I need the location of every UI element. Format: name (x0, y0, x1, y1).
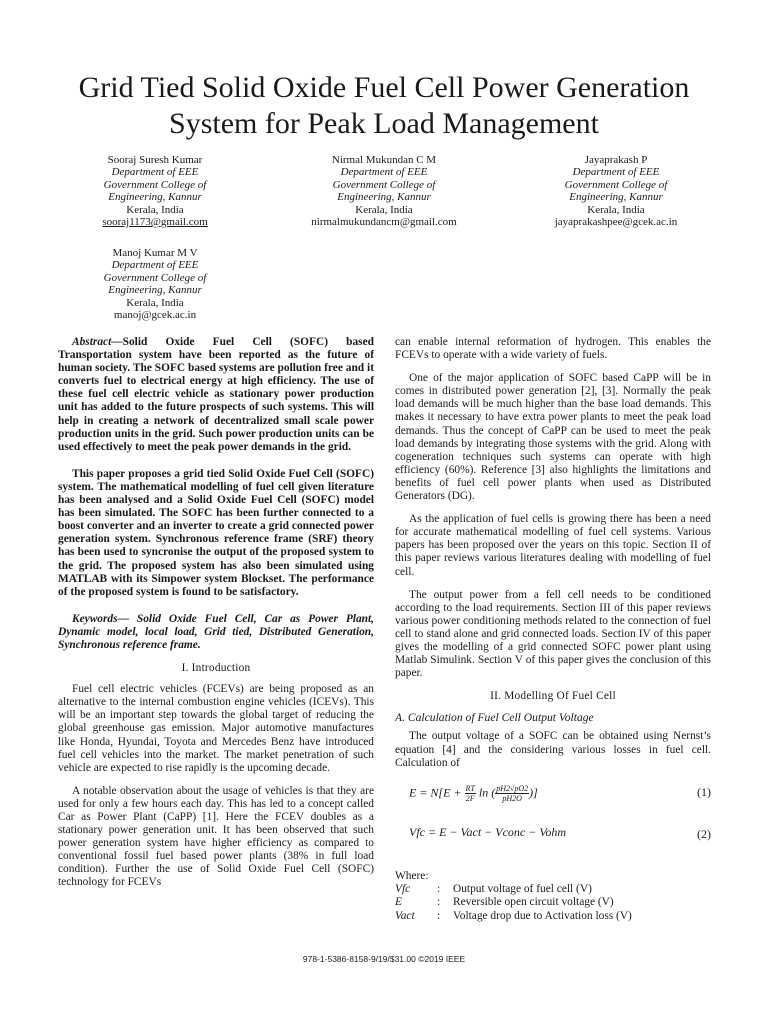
author-inst: Engineering, Kannur (569, 191, 663, 204)
intro-paragraph-2-continued: can enable internal reformation of hydrogen. This enables the FCEVs to operate with a wide variety of fuels. (395, 336, 711, 362)
footer-copyright: 978-1-5386-8158-9/19/$31.00 ©2019 IEEE (302, 954, 466, 964)
author-inst: Engineering, Kannur (337, 191, 431, 204)
equation-2-number: (2) (697, 826, 711, 841)
author-email[interactable]: nirmalmukundancm@gmail.com (311, 216, 457, 229)
eq1-2f: 2F (465, 793, 475, 803)
intro-paragraph-3: One of the major application of SOFC based CaPP will be in comes in distributed power generation [2], [3]. Normally the peak load demands will be much higher than the base load demands. This makes it necessary to have extra power plants to meet the peak load demands. Thus the concept of CaPP can be used to meet the peak load demands by integrating those systems with the grid. Along with cogeneration techniques such systems can operate with high efficiency (60%). Reference [3] also highlights the limitations and benefits of fuel cell power plants when used as Distributed Generators (DG). (395, 372, 711, 503)
equation-2 (395, 822, 711, 850)
eq1-lhs: E = N[E + (409, 784, 462, 799)
section-heading-introduction: I. Introduction (181, 662, 251, 675)
modelling-paragraph-1: The output voltage of a SOFC can be obtained using Nernst’s equation [4] and the considering various losses in fuel cell. Calculation of (395, 730, 711, 769)
definition-row (395, 896, 711, 910)
title-line-2: System for Peak Load Management (169, 107, 599, 140)
left-column (58, 336, 374, 900)
definition-colon: : (437, 909, 441, 922)
author-inst: Government College of (564, 178, 668, 191)
author-dept: Department of EEE (572, 166, 660, 179)
author-email[interactable]: jayaprakashpee@gcek.ac.in (554, 216, 678, 229)
intro-paragraph-1: Fuel cell electric vehicles (FCEVs) are being proposed as an alternative to the internal combustion engine vehicles (ICEVs). This will be an important step towards the global target of reducing the global greenhouse gas emission. Major automotive manufactures like Honda, Hyundai, Toyota and Mercedes Benz have introduced fuel cell vehicles into the market. The market penetration of such vehicle are expected to rise rapidly is the upcoming decade. (58, 683, 374, 774)
paper-title (40, 70, 728, 142)
author-location: Kerala, India (126, 296, 184, 309)
keywords (58, 613, 374, 652)
author-inst: Government College of (103, 271, 207, 284)
equation-1-number: (1) (697, 784, 711, 799)
author-name: Jayaprakash P (584, 154, 648, 166)
definition-text: Reversible open circuit voltage (V) (453, 896, 614, 909)
eq1-end: )] (529, 784, 538, 799)
author-email[interactable]: sooraj1173@gmail.com (102, 216, 208, 229)
author-block-4 (60, 247, 250, 321)
author-inst: Government College of (332, 178, 436, 191)
intro-paragraph-5: The output power from a fell cell needs to be conditioned according to the load requirements. Section III of this paper reviews various power conditioning methods related to the connection of fuel cell to stand alone and grid connected loads. Section IV of this paper gives the modelling of a grid connected SOFC power plant using Matlab Simulink. Section V of this paper gives the conclusion of this paper. (395, 588, 711, 680)
abstract-paragraph-2: This paper proposes a grid tied Solid Oxide Fuel Cell (SOFC) system. The mathematical modelling of fuel cell given literature has been analysed and a Solid Oxide Fuel Cell (SOFC) model has been simulated. The SOFC has been further connected to a boost converter and an inverter to create a grid connected power generation system. Synchronous reference frame (SRF) theory has been used to syncronise the output of the proposed system to the grid. The proposed system has also been simulated using MATLAB with its Simpower system Blockset. The performance of the proposed system is found to be satisfactory. (58, 467, 374, 598)
author-email[interactable]: manoj@gcek.ac.in (113, 309, 197, 322)
section-heading-modelling: II. Modelling Of Fuel Cell (490, 690, 616, 703)
abstract (58, 336, 374, 454)
author-location: Kerala, India (587, 203, 645, 216)
definition-colon: : (437, 896, 441, 909)
subsection-heading: A. Calculation of Fuel Cell Output Voltage (395, 711, 594, 725)
eq1-fraction-rt2f (465, 784, 476, 803)
definition-row (395, 910, 711, 924)
eq1-numerator: pH2√pO2 (496, 783, 529, 793)
where-label: Where: (395, 869, 429, 882)
author-inst: Engineering, Kannur (108, 284, 202, 297)
author-dept: Department of EEE (340, 166, 428, 179)
author-dept: Department of EEE (111, 166, 199, 179)
author-block-3 (521, 154, 711, 228)
author-block-2 (289, 154, 479, 228)
keywords-label: Keywords— (72, 612, 129, 625)
definition-colon: : (437, 882, 441, 895)
definition-symbol: E (395, 896, 402, 909)
eq1-rt: RT (465, 783, 475, 793)
eq1-fraction-pressure (495, 784, 529, 803)
author-location: Kerala, India (355, 203, 413, 216)
author-dept: Department of EEE (111, 259, 199, 272)
abstract-text: Solid Oxide Fuel Cell (SOFC) based Transportation system have been reported as the future of human society. The SOFC based systems are pollution free and it converts fuel to electrical energy at high efficiency. The use of these fuel cell electric vehicle as stationary power production unit has added to the future prospects of such systems. This will help in creating a network of decentralized small scale power production units in the grid. Such power production units can be used effectively to meet the peak power demands in the grid. (58, 336, 374, 453)
definition-text: Output voltage of fuel cell (V) (453, 882, 592, 895)
author-name: Sooraj Suresh Kumar (107, 154, 203, 166)
author-block-1 (60, 154, 250, 228)
author-location: Kerala, India (126, 203, 184, 216)
intro-paragraph-4: As the application of fuel cells is growing there has been a need for accurate mathematical modelling of fuel cell systems. Various papers has been proposed over the years on this topic. Section II of this paper reviews various literatures dealing with modelling of fuel cell. (395, 513, 711, 578)
intro-paragraph-2: A notable observation about the usage of vehicles is that they are used for only a few hours each day. This has led to a concept called Car as Power Plant (CaPP) [1]. Here the FCEV doubles as a stationary power generation unit. It has been observed that such power generation system have higher efficiency as compared to conventional fossil fuel based power plants (38% in full load condition). Further the use of Solid Oxide Fuel Cell (SOFC) technology for FCEVs (58, 784, 374, 889)
equation-2-expression: Vfc = E − Vact − Vconc − Vohm (409, 824, 567, 839)
author-name: Manoj Kumar M V (112, 247, 198, 259)
equation-1-expression (409, 784, 538, 803)
right-column (395, 336, 711, 923)
author-name: Nirmal Mukundan C M (331, 154, 437, 166)
definition-text: Voltage drop due to Activation loss (V) (453, 909, 632, 922)
definition-symbol: Vfc (395, 882, 411, 895)
eq1-denominator: pH2O (502, 793, 522, 803)
equation-1 (395, 780, 711, 808)
definition-row (395, 883, 711, 897)
definition-symbol: Vact (395, 909, 415, 922)
title-line-1: Grid Tied Solid Oxide Fuel Cell Power Generation (78, 71, 690, 104)
abstract-label: Abstract— (72, 336, 123, 348)
author-inst: Engineering, Kannur (108, 191, 202, 204)
author-inst: Government College of (103, 178, 207, 191)
eq1-ln: ln ( (478, 784, 496, 799)
keywords-text: Solid Oxide Fuel Cell, Car as Power Plant, Dynamic model, local load, Grid tied, Distributed Generation, Synchronous reference frame. (58, 612, 374, 651)
